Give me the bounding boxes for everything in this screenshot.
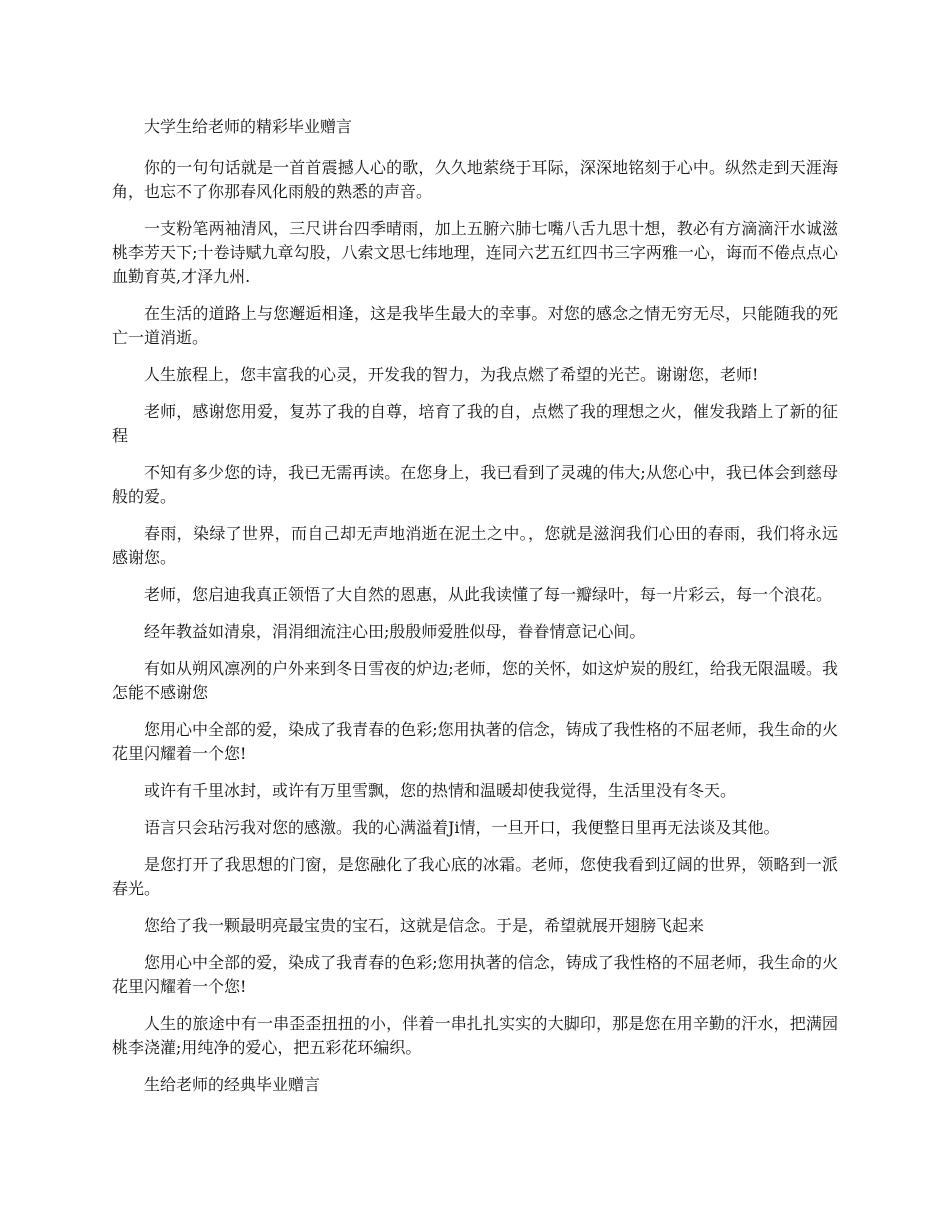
paragraph-7: 春雨，染绿了世界，而自己却无声地消逝在泥土之中。，您就是滋润我们心田的春雨，我们将永远感谢您。 [112,524,838,567]
paragraph-8: 老师，您启迪我真正领悟了大自然的恩惠，从此我读懂了每一瓣绿叶，每一片彩云，每一个浪花。 [144,585,833,604]
paragraph-9: 经年教益如清泉，涓涓细流注心田;殷殷师爱胜似母，眷眷情意记心间。 [144,622,646,641]
paragraph-4: 人生旅程上，您丰富我的心灵，开发我的智力，为我点燃了希望的光芒。谢谢您，老师! [144,365,759,384]
section-heading: 生给老师的经典毕业赠言 [144,1075,321,1094]
paragraph-13: 语言只会玷污我对您的感激。我的心满溢着Ji情，一旦开口，我便整日里再无法谈及其他。 [144,818,780,837]
paragraph-1: 你的一句句话就是一首首震撼人心的歌，久久地萦绕于耳际，深深地铭刻于心中。纵然走到天涯海角，也忘不了你那春风化雨般的熟悉的声音。 [112,158,838,201]
document-title: 大学生给老师的精彩毕业赠言 [144,117,353,136]
paragraph-17: 人生的旅途中有一串歪歪扭扭的小，伴着一串扎扎实实的大脚印，那是您在用辛勤的汗水，把满园桃李浇灌;用纯净的爱心，把五彩花环编织。 [112,1014,838,1057]
paragraph-10: 有如从朔风凛冽的户外来到冬日雪夜的炉边;老师，您的关怀，如这炉炭的殷红，给我无限温暖。我怎能不感谢您 [112,659,838,702]
paragraph-12: 或许有千里冰封，或许有万里雪飘，您的热情和温暖却使我觉得，生活里没有冬天。 [144,781,737,800]
paragraph-11: 您用心中全部的爱，染成了我青春的色彩;您用执著的信念，铸成了我性格的不屈老师，我生命的火花里闪耀着一个您! [112,720,838,763]
paragraph-2: 一支粉笔两袖清风，三尺讲台四季晴雨，加上五腑六肺七嘴八舌九思十想，教必有方滴滴汗水诚滋桃李芳天下;十卷诗赋九章勾股，八索文思七纬地理，连同六艺五红四书三字两雅一心，诲而不倦点点心血勤育英,才泽九州. [112,219,838,286]
paragraph-6: 不知有多少您的诗，我已无需再读。在您身上，我已看到了灵魂的伟大;从您心中，我已体会到慈母般的爱。 [112,463,838,506]
document-page [112,115,838,1110]
paragraph-3: 在生活的道路上与您邂逅相逢，这是我毕生最大的幸事。对您的感念之情无穷无尽，只能随我的死亡一道消逝。 [112,304,838,347]
paragraph-15: 您给了我一颗最明亮最宝贵的宝石，这就是信念。于是，希望就展开翅膀飞起来 [144,916,705,935]
paragraph-14: 是您打开了我思想的门窗，是您融化了我心底的冰霜。老师，您使我看到辽阔的世界，领略到一派春光。 [112,855,838,898]
paragraph-16: 您用心中全部的爱，染成了我青春的色彩;您用执著的信念，铸成了我性格的不屈老师，我生命的火花里闪耀着一个您! [112,953,838,996]
paragraph-5: 老师，感谢您用爱，复苏了我的自尊，培育了我的自，点燃了我的理想之火，催发我踏上了新的征程 [112,402,838,445]
